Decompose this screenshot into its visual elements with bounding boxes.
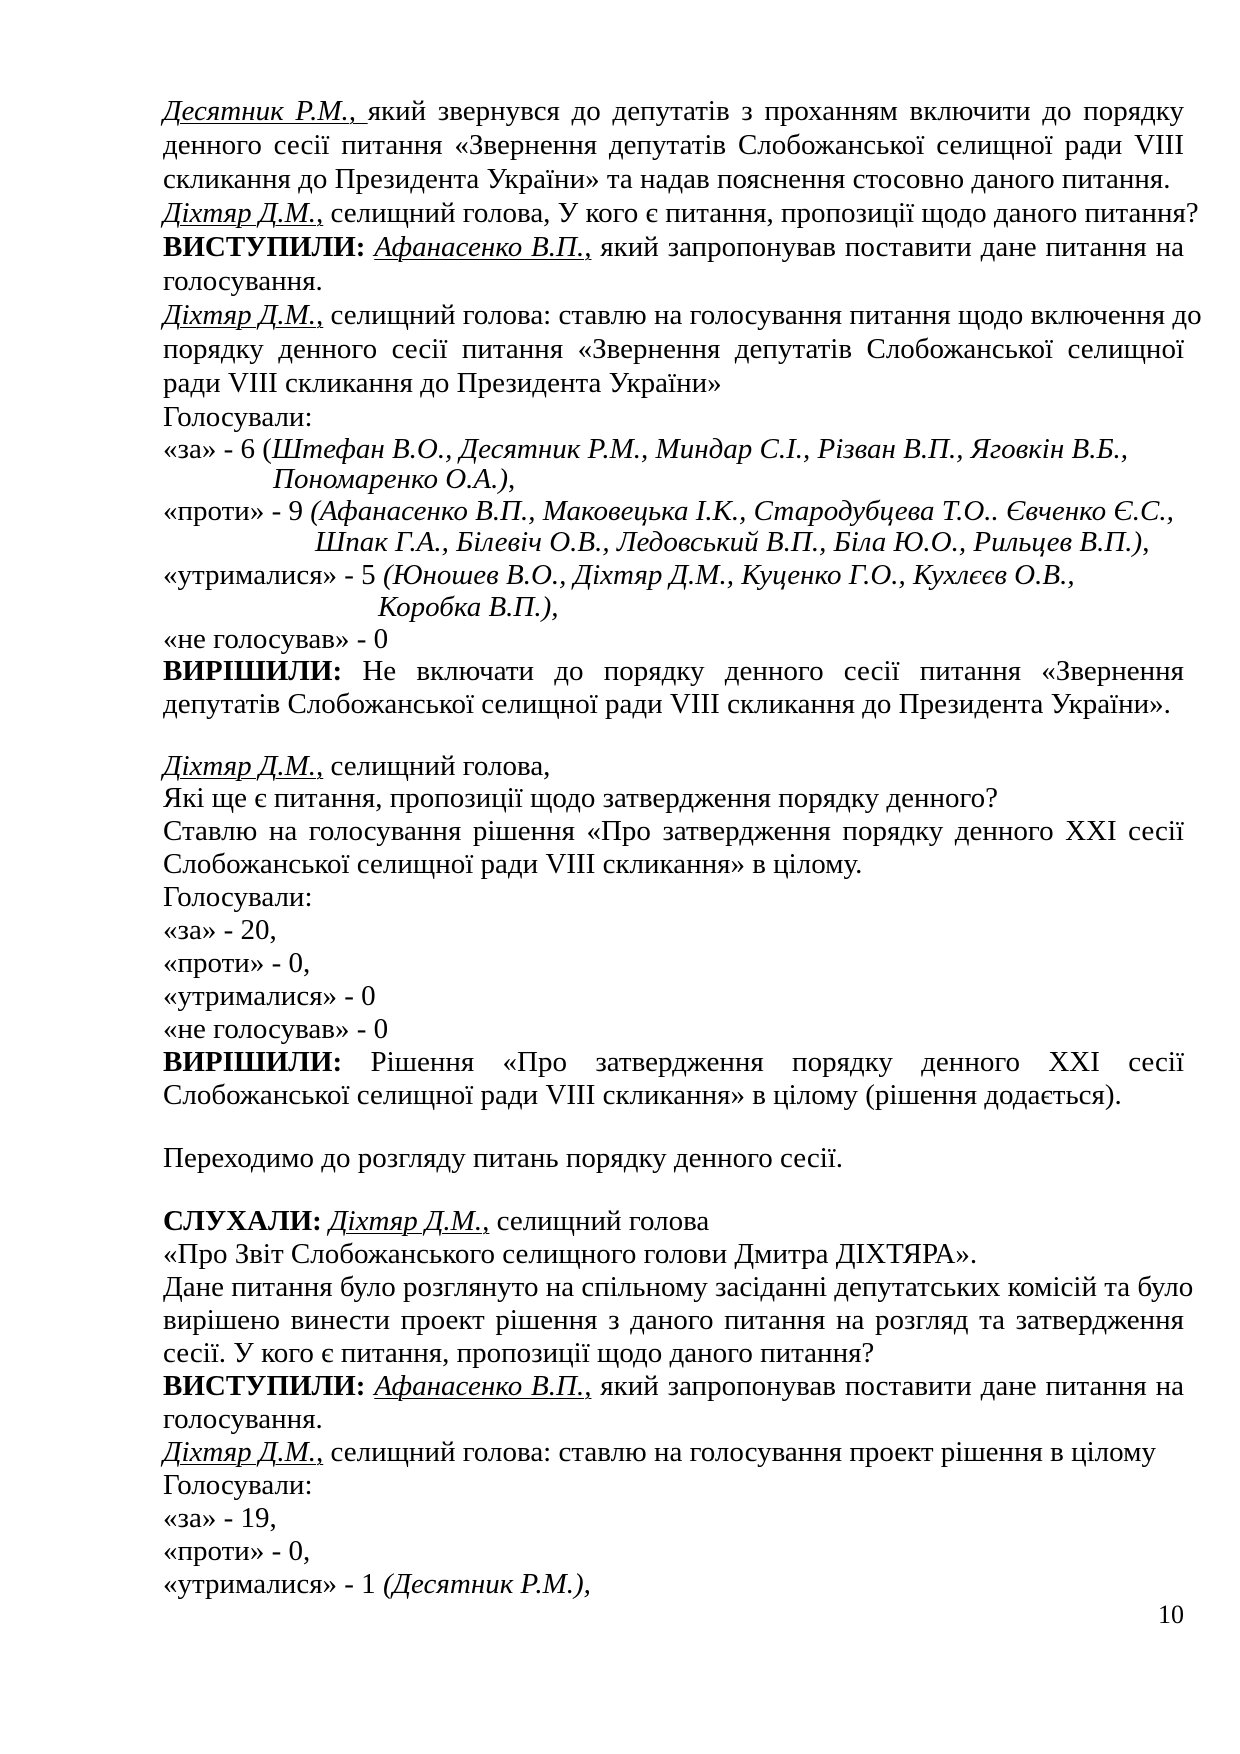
text-line [163, 558, 1184, 592]
text-segment: «за» - 6 ( [163, 433, 272, 465]
text-line [163, 94, 1184, 128]
text-line [163, 128, 1184, 162]
text-line [163, 913, 1184, 947]
text-segment: «Про Звіт Слобожанського селищного голови Дмитра ДІХТЯРА». [163, 1238, 978, 1270]
text-line [163, 1141, 1184, 1175]
text-segment: Які ще є питання, пропозиції щодо затвердження порядку денного? [163, 782, 999, 814]
text-line [163, 1534, 1184, 1568]
text-segment: скликання до Президента України» та надав пояснення стосовно даного питання. [163, 163, 1171, 195]
text-line [163, 332, 1184, 366]
section-keyword: ВИСТУПИЛИ: [163, 1370, 375, 1402]
text-line [163, 264, 1184, 298]
section-keyword: ВИРІШИЛИ: [163, 655, 343, 687]
text-segment: Голосували: [163, 1469, 313, 1501]
text-line [163, 1078, 1184, 1112]
text-line [163, 622, 1184, 656]
text-segment: «не голосував» - 0 [163, 623, 389, 655]
text-segment: Не включати до порядку денного сесії питання «Звернення [342, 655, 1184, 687]
text-line [163, 814, 1184, 848]
text-segment: Рішення «Про затвердження порядку денного XXI сесії [342, 1046, 1184, 1078]
text-line [163, 1369, 1184, 1403]
section-keyword: ВИСТУПИЛИ: [163, 231, 375, 263]
text-line [163, 1435, 1184, 1469]
voter-names: (Афанасенко В.П., Маковецька І.К., Стародубцева Т.О.. Євченко Є.С., [310, 495, 1174, 527]
text-segment: ради VIII скликання до Президента України» [163, 367, 722, 399]
section-keyword: ВИРІШИЛИ: [163, 1046, 343, 1078]
text-segment: Слобожанської селищної ради VIII скликання» в цілому (рішення додається). [163, 1079, 1122, 1111]
text-segment: вирішено винести проект рішення з даного питання на розгляд та затвердження [163, 1304, 1184, 1336]
text-segment: Ставлю на голосування рішення «Про затвердження порядку денного XXI сесії [163, 815, 1184, 847]
voter-names: Штефан В.О., Десятник Р.М., Миндар С.І., Різван В.П., Яговкін В.Б., [271, 433, 1129, 465]
text-segment: «утрималися» - 0 [163, 980, 376, 1012]
text-segment: селищний голова, [323, 750, 551, 782]
text-line [163, 979, 1184, 1013]
text-line [163, 1336, 1184, 1370]
voter-names: Коробка В.П.), [378, 591, 559, 623]
text-segment: який запропонував поставити дане питання на [591, 1370, 1184, 1402]
text-line [273, 462, 1184, 496]
text-segment: порядку денного сесії питання «Звернення депутатів Слобожанської селищної [163, 333, 1184, 365]
text-line [163, 1204, 1184, 1238]
text-segment: «за» - 19, [163, 1502, 277, 1534]
text-segment: «не голосував» - 0 [163, 1013, 389, 1045]
text-line [163, 432, 1184, 466]
section-keyword: СЛУХАЛИ: [163, 1205, 330, 1237]
text-line [163, 366, 1184, 400]
text-line [163, 654, 1184, 688]
text-line [163, 1402, 1184, 1436]
text-line [163, 880, 1184, 914]
speaker-name: Десятник Р.М., [163, 95, 368, 127]
text-line [163, 1567, 1184, 1601]
voter-names: Шпак Г.А., Білевіч О.В., Ледовський В.П., Біла Ю.О., Рильцев В.П.) [315, 526, 1143, 558]
text-line [163, 1237, 1184, 1271]
text-line [163, 946, 1184, 980]
voter-names: (Десятник Р.М.), [382, 1568, 591, 1600]
text-segment: селищний голова, У кого є питання, пропозиції щодо даного питання? [323, 197, 1199, 229]
text-segment: «проти» - 9 [163, 495, 311, 527]
text-line [163, 749, 1184, 783]
speaker-name: Афанасенко В.П., [374, 231, 592, 263]
text-segment: «проти» - 0, [163, 1535, 311, 1567]
text-line [163, 298, 1202, 332]
text-segment: голосування. [163, 265, 323, 297]
text-line [163, 1012, 1184, 1046]
text-segment: Дане питання було розглянуто на спільному засіданні депутатських комісій та було [163, 1271, 1194, 1303]
voter-names: Пономаренко О.А.) [273, 463, 509, 495]
speaker-name: Афанасенко В.П., [374, 1370, 592, 1402]
text-line [163, 162, 1184, 196]
text-segment: голосування. [163, 1403, 323, 1435]
text-line [163, 400, 1184, 434]
text-segment: , [1142, 526, 1150, 558]
text-line [163, 1303, 1184, 1337]
text-line [163, 196, 1199, 230]
text-segment: «проти» - 0, [163, 947, 311, 979]
text-segment: який звернувся до депутатів з проханням включити до порядку [367, 95, 1184, 127]
text-line [163, 1501, 1184, 1535]
text-segment: Голосували: [163, 401, 313, 433]
page-number: 10 [1158, 1600, 1184, 1629]
text-line [163, 1468, 1184, 1502]
speaker-name: Діхтяр Д.М., [163, 299, 324, 331]
text-line [163, 781, 1184, 815]
text-line [163, 847, 1184, 881]
text-line [163, 1270, 1194, 1304]
text-segment: денного сесії питання «Звернення депутатів Слобожанської селищної ради VIII [163, 129, 1184, 161]
text-segment: Голосували: [163, 881, 313, 913]
speaker-name: Діхтяр Д.М., [163, 1436, 324, 1468]
text-segment: депутатів Слобожанської селищної ради VIII скликання до Президента України». [163, 688, 1171, 720]
text-line [163, 494, 1184, 528]
voter-names: (Юношев В.О., Діхтяр Д.М., Куценко Г.О., Кухлєєв О.В., [382, 559, 1075, 591]
text-segment: селищний голова [489, 1205, 710, 1237]
text-segment: «за» - 20, [163, 914, 277, 946]
text-segment: Слобожанської селищної ради VIII скликання» в цілому. [163, 848, 863, 880]
text-segment: «утрималися» - 5 [163, 559, 383, 591]
text-segment: селищний голова: ставлю на голосування питання щодо включення до [323, 299, 1202, 331]
text-line [163, 687, 1184, 721]
text-segment: селищний голова: ставлю на голосування проект рішення в цілому [323, 1436, 1156, 1468]
text-line [163, 1045, 1184, 1079]
speaker-name: Діхтяр Д.М., [163, 750, 324, 782]
text-segment: «утрималися» - 1 [163, 1568, 383, 1600]
speaker-name: Діхтяр Д.М., [329, 1205, 490, 1237]
text-line [378, 590, 1184, 624]
text-segment: сесії. У кого є питання, пропозиції щодо даного питання? [163, 1337, 875, 1369]
text-segment: який запропонував поставити дане питання на [591, 231, 1184, 263]
text-segment: , [508, 463, 516, 495]
text-line [315, 525, 1184, 559]
text-line [163, 230, 1184, 264]
text-segment: Переходимо до розгляду питань порядку денного сесії. [163, 1142, 844, 1174]
speaker-name: Діхтяр Д.М., [163, 197, 324, 229]
